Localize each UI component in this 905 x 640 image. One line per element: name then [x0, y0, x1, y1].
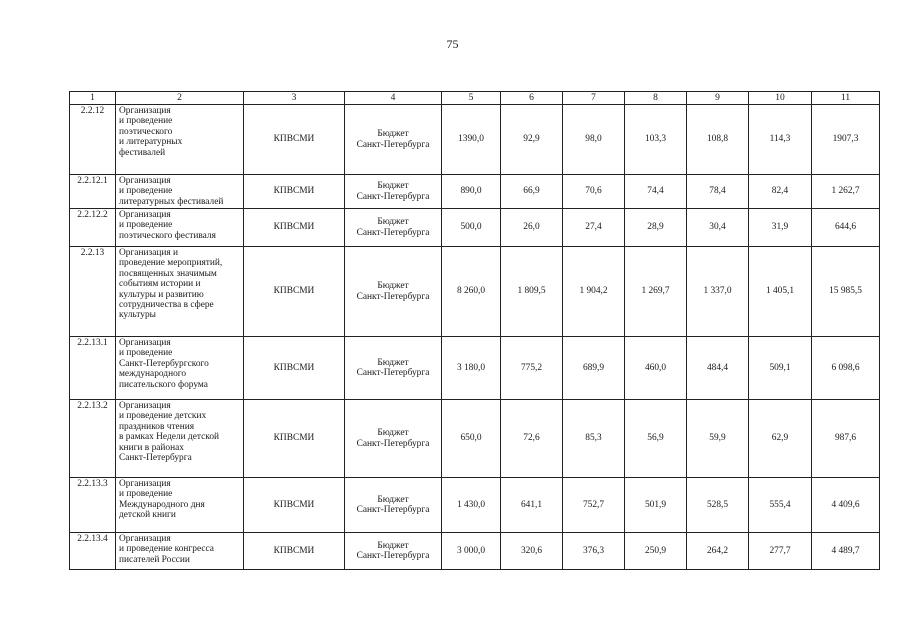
year-value: 108,8	[687, 105, 749, 175]
year-value: 78,4	[687, 175, 749, 209]
year-value: 114,3	[749, 105, 812, 175]
year-value: 1 809,5	[501, 247, 563, 337]
item-name	[116, 175, 244, 209]
item-name-line: поэтического фестиваля	[119, 230, 216, 241]
funding-source-line: Бюджет	[377, 181, 409, 192]
year-value: 460,0	[625, 337, 687, 400]
year-value: 689,9	[563, 337, 625, 400]
total-value: 4 409,6	[812, 478, 880, 533]
funding-source	[345, 400, 442, 478]
column-header: 7	[563, 92, 625, 105]
table-row	[70, 533, 880, 570]
year-value: 70,6	[563, 175, 625, 209]
year-value: 31,9	[749, 209, 812, 247]
funding-source	[345, 478, 442, 533]
page-number: 75	[446, 37, 459, 51]
column-header: 11	[812, 92, 880, 105]
item-name-line: литературных фестивалей	[119, 196, 224, 207]
funding-source	[345, 105, 442, 175]
column-header: 2	[116, 92, 244, 105]
item-name-line: писательского форума	[119, 379, 208, 390]
item-name-line: культуры	[119, 310, 156, 321]
item-name-line: Организация	[119, 176, 171, 186]
year-value: 85,3	[563, 400, 625, 478]
funding-source-line: Бюджет	[377, 428, 409, 439]
year-value: 528,5	[687, 478, 749, 533]
item-code: 2.2.13.4	[70, 533, 116, 570]
year-value: 26,0	[501, 209, 563, 247]
item-name-line: и проведение	[119, 489, 173, 500]
column-header: 4	[345, 92, 442, 105]
item-name-line: культуры и развитию	[119, 289, 204, 300]
funding-source-line: Бюджет	[377, 357, 409, 368]
year-value: 59,9	[687, 400, 749, 478]
total-value: 4 489,7	[812, 533, 880, 570]
year-value: 650,0	[442, 400, 501, 478]
item-name-line: писателей России	[119, 554, 190, 565]
year-value: 1 337,0	[687, 247, 749, 337]
executor: КПВСМИ	[244, 478, 345, 533]
year-value: 890,0	[442, 175, 501, 209]
column-header: 3	[244, 92, 345, 105]
year-value: 264,2	[687, 533, 749, 570]
item-name-line: международного	[119, 369, 187, 380]
executor: КПВСМИ	[244, 105, 345, 175]
item-code: 2.2.13.2	[70, 400, 116, 478]
year-value: 250,9	[625, 533, 687, 570]
item-name	[116, 105, 244, 175]
item-code: 2.2.12.2	[70, 209, 116, 247]
year-value: 74,4	[625, 175, 687, 209]
funding-source-line: Санкт-Петербурга	[356, 368, 430, 378]
funding-source-line: Бюджет	[377, 217, 409, 228]
item-name	[116, 247, 244, 337]
item-name	[116, 478, 244, 533]
item-name-line: событиям истории и	[119, 279, 201, 290]
item-name-line: Санкт-Петербургского	[119, 358, 209, 369]
funding-source	[345, 209, 442, 247]
item-name-line: и проведение	[119, 348, 173, 359]
funding-source-line: Бюджет	[377, 494, 409, 505]
table-row	[70, 175, 880, 209]
year-value: 3 180,0	[442, 337, 501, 400]
column-header: 1	[70, 92, 116, 105]
column-header: 9	[687, 92, 749, 105]
column-header: 8	[625, 92, 687, 105]
item-name-line: и проведение	[119, 186, 173, 197]
item-name-line: Международного дня	[119, 499, 205, 510]
table-row	[70, 400, 880, 478]
item-name-line: Организация	[119, 106, 171, 116]
year-value: 555,4	[749, 478, 812, 533]
executor: КПВСМИ	[244, 209, 345, 247]
item-name	[116, 209, 244, 247]
year-value: 62,9	[749, 400, 812, 478]
column-header: 5	[442, 92, 501, 105]
total-value: 6 098,6	[812, 337, 880, 400]
item-name-line: детской книги	[119, 510, 176, 521]
funding-source-line: Санкт-Петербурга	[356, 227, 430, 238]
budget-table	[69, 91, 880, 570]
table-row	[70, 209, 880, 247]
total-value: 644,6	[812, 209, 880, 247]
year-value: 1 904,2	[563, 247, 625, 337]
item-name-line: проведение мероприятий,	[119, 258, 223, 269]
funding-source-line: Санкт-Петербурга	[356, 551, 430, 561]
year-value: 92,9	[501, 105, 563, 175]
item-code: 2.2.13.3	[70, 478, 116, 533]
year-value: 3 000,0	[442, 533, 501, 570]
table-row	[70, 105, 880, 175]
total-value: 1 262,7	[812, 175, 880, 209]
year-value: 103,3	[625, 105, 687, 175]
funding-source-line: Санкт-Петербурга	[356, 438, 430, 449]
executor: КПВСМИ	[244, 175, 345, 209]
funding-source-line: Бюджет	[377, 129, 409, 140]
executor: КПВСМИ	[244, 337, 345, 400]
year-value: 66,9	[501, 175, 563, 209]
year-value: 277,7	[749, 533, 812, 570]
item-code: 2.2.12	[70, 105, 116, 175]
year-value: 1 405,1	[749, 247, 812, 337]
funding-source	[345, 533, 442, 570]
item-name-line: Санкт-Петербурга	[119, 453, 192, 464]
header-row	[70, 92, 880, 105]
year-value: 500,0	[442, 209, 501, 247]
item-name-line: поэтического	[119, 126, 173, 137]
table-row	[70, 337, 880, 400]
item-name-line: Организация	[119, 401, 171, 411]
funding-source-line: Санкт-Петербурга	[356, 139, 430, 150]
item-name-line: и проведение детских	[119, 411, 207, 422]
year-value: 501,9	[625, 478, 687, 533]
item-name-line: Организация	[119, 210, 171, 220]
item-name-line: посвященных значимым	[119, 268, 217, 279]
executor: КПВСМИ	[244, 247, 345, 337]
table-row	[70, 478, 880, 533]
total-value: 15 985,5	[812, 247, 880, 337]
item-name-line: и проведение	[119, 220, 173, 231]
item-name-line: Организация	[119, 338, 171, 348]
funding-source	[345, 247, 442, 337]
item-name-line: Организация	[119, 479, 171, 489]
item-code: 2.2.13.1	[70, 337, 116, 400]
year-value: 484,4	[687, 337, 749, 400]
funding-source-line: Бюджет	[377, 540, 409, 551]
item-name	[116, 533, 244, 570]
item-code: 2.2.12.1	[70, 175, 116, 209]
year-value: 30,4	[687, 209, 749, 247]
year-value: 376,3	[563, 533, 625, 570]
year-value: 1390,0	[442, 105, 501, 175]
funding-source-line: Санкт-Петербурга	[356, 191, 430, 202]
year-value: 509,1	[749, 337, 812, 400]
year-value: 752,7	[563, 478, 625, 533]
year-value: 98,0	[563, 105, 625, 175]
total-value: 1907,3	[812, 105, 880, 175]
total-value: 987,6	[812, 400, 880, 478]
funding-source-line: Бюджет	[377, 281, 409, 292]
table-row	[70, 247, 880, 337]
year-value: 320,6	[501, 533, 563, 570]
year-value: 72,6	[501, 400, 563, 478]
column-header: 6	[501, 92, 563, 105]
table-body	[70, 105, 880, 570]
item-name-line: фестивалей	[119, 147, 166, 158]
item-name-line: и проведение	[119, 116, 173, 127]
year-value: 82,4	[749, 175, 812, 209]
year-value: 28,9	[625, 209, 687, 247]
year-value: 775,2	[501, 337, 563, 400]
item-name	[116, 337, 244, 400]
item-code: 2.2.13	[70, 247, 116, 337]
funding-source	[345, 337, 442, 400]
year-value: 8 260,0	[442, 247, 501, 337]
item-name-line: Организация и	[119, 248, 179, 258]
funding-source	[345, 175, 442, 209]
executor: КПВСМИ	[244, 533, 345, 570]
year-value: 27,4	[563, 209, 625, 247]
item-name	[116, 400, 244, 478]
item-name-line: в рамках Недели детской	[119, 432, 220, 443]
year-value: 56,9	[625, 400, 687, 478]
item-name-line: Организация	[119, 534, 171, 544]
item-name-line: праздников чтения	[119, 421, 195, 432]
item-name-line: и литературных	[119, 137, 183, 148]
funding-source-line: Санкт-Петербурга	[356, 505, 430, 515]
year-value: 1 269,7	[625, 247, 687, 337]
year-value: 641,1	[501, 478, 563, 533]
funding-source-line: Санкт-Петербурга	[356, 291, 430, 302]
item-name-line: сотрудничества в сфере	[119, 300, 214, 311]
column-header: 10	[749, 92, 812, 105]
year-value: 1 430,0	[442, 478, 501, 533]
executor: КПВСМИ	[244, 400, 345, 478]
item-name-line: книги в районах	[119, 442, 184, 453]
item-name-line: и проведение конгресса	[119, 544, 214, 555]
